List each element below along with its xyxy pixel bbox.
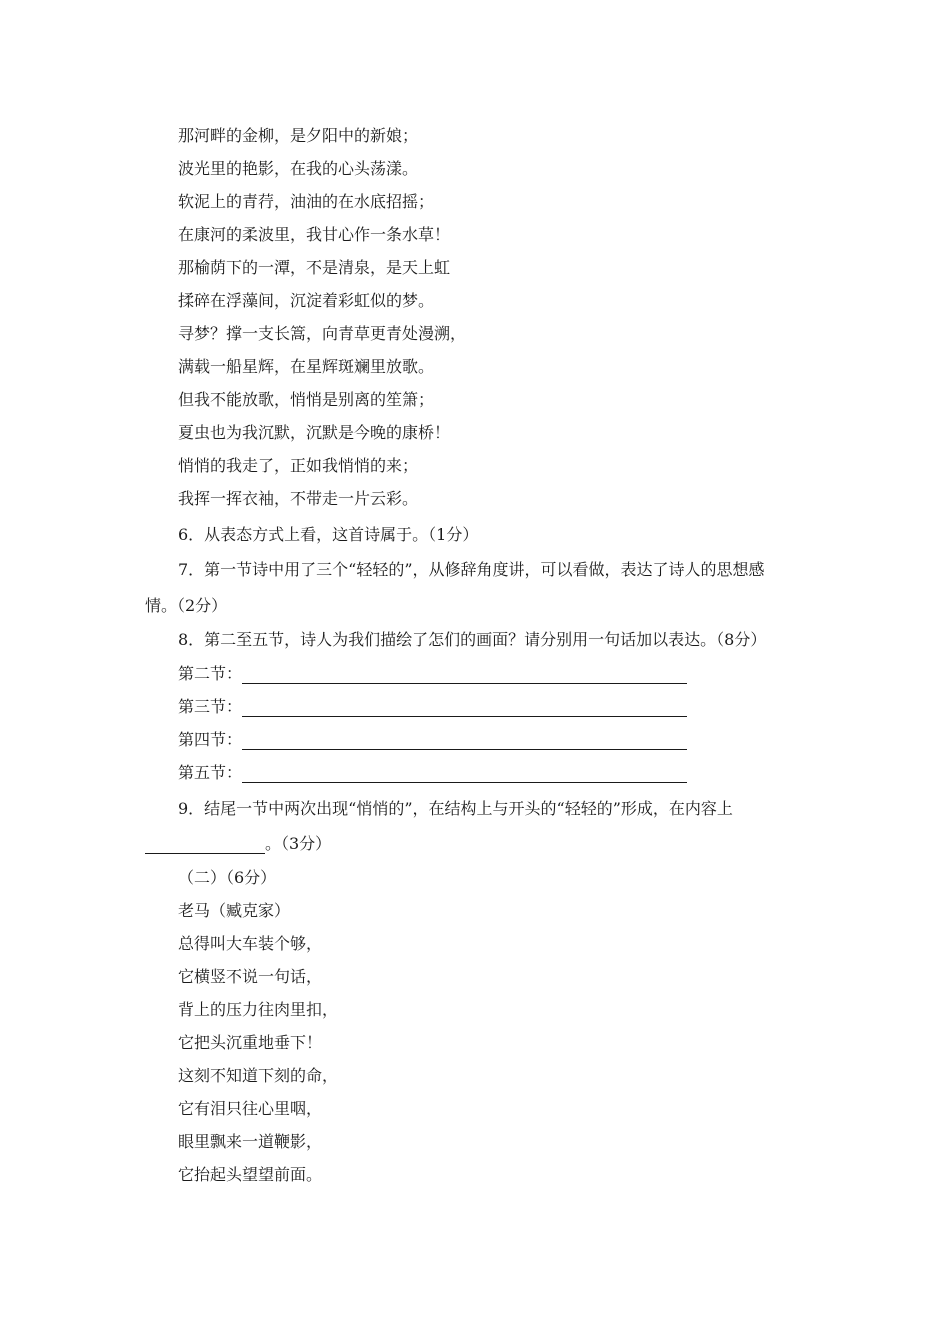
question-8: 8．第二至五节，诗人为我们描绘了怎们的画面？请分别用一句话加以表达。（8分）	[178, 630, 767, 649]
answer-row-section3	[178, 697, 687, 717]
poem1-line: 寻梦？撑一支长篙，向青草更青处漫溯，	[178, 324, 467, 343]
section-label: 第三节：	[178, 697, 243, 716]
poem1-line: 那榆荫下的一潭，不是清泉，是天上虹	[178, 258, 451, 277]
answer-row-section4	[178, 730, 687, 750]
poem2-line: 这刻不知道下刻的命，	[178, 1066, 339, 1085]
answer-blank[interactable]	[242, 700, 687, 717]
answer-blank[interactable]	[242, 766, 687, 783]
question-6: 6．从表态方式上看，这首诗属于。（1分）	[178, 525, 479, 544]
question-9-line2	[145, 834, 331, 854]
answer-blank[interactable]	[145, 837, 265, 854]
poem2-line: 它有泪只往心里咽，	[178, 1099, 323, 1118]
poem1-line: 在康河的柔波里，我甘心作一条水草！	[178, 225, 451, 244]
poem1-line: 软泥上的青荇，油油的在水底招摇；	[178, 192, 435, 211]
poem1-line: 夏虫也为我沉默，沉默是今晚的康桥！	[178, 423, 451, 442]
question-9-line1: 9．结尾一节中两次出现“悄悄的”，在结构上与开头的“轻轻的”形成，在内容上	[178, 799, 733, 818]
poem1-line: 那河畔的金柳，是夕阳中的新娘；	[178, 126, 419, 145]
poem1-line: 但我不能放歌，悄悄是别离的笙箫；	[178, 390, 435, 409]
answer-blank[interactable]	[242, 733, 687, 750]
question-7-line1: 7．第一节诗中用了三个“轻轻的”，从修辞角度讲，可以看做，表达了诗人的思想感	[178, 560, 765, 579]
poem2-line: 它横竖不说一句话，	[178, 967, 323, 986]
section-label: 第二节：	[178, 664, 243, 683]
answer-row-section5	[178, 763, 687, 783]
answer-blank[interactable]	[242, 667, 687, 684]
section-label: 第五节：	[178, 763, 243, 782]
poem2-title: 老马（臧克家）	[178, 901, 291, 920]
poem2-line: 背上的压力往肉里扣，	[178, 1000, 339, 1019]
poem2-line: 它把头沉重地垂下！	[178, 1033, 323, 1052]
answer-row-section2	[178, 664, 687, 684]
poem1-line: 悄悄的我走了，正如我悄悄的来；	[178, 456, 419, 475]
poem2-line: 它抬起头望望前面。	[178, 1165, 323, 1184]
question-9-points: 。（3分）	[265, 834, 332, 853]
poem1-line: 我挥一挥衣袖，不带走一片云彩。	[178, 489, 419, 508]
poem2-line: 眼里飘来一道鞭影，	[178, 1132, 323, 1151]
poem1-line: 波光里的艳影，在我的心头荡漾。	[178, 159, 419, 178]
section-label: 第四节：	[178, 730, 243, 749]
poem2-line: 总得叫大车装个够，	[178, 934, 323, 953]
question-7-line2: 情。（2分）	[145, 596, 228, 615]
poem1-line: 揉碎在浮藻间，沉淀着彩虹似的梦。	[178, 291, 435, 310]
poem1-line: 满载一船星辉，在星辉斑斓里放歌。	[178, 357, 435, 376]
part2-header: （二）（6分）	[178, 868, 277, 887]
